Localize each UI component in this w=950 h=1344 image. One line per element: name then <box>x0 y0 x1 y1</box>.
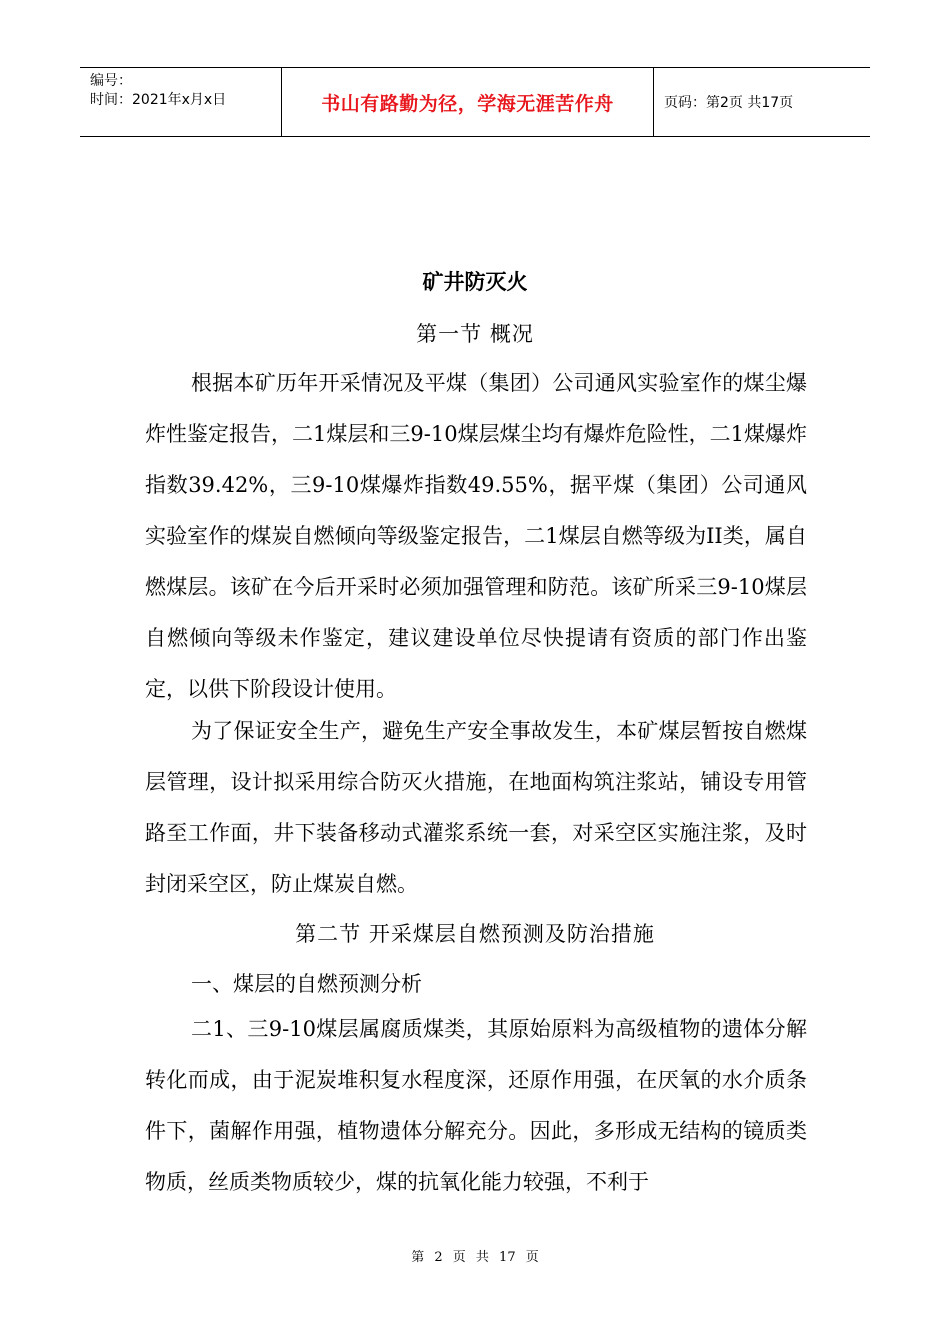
section-heading-2: 第二节 开采煤层自燃预测及防治措施 <box>295 922 655 946</box>
time-label: 时间：2021年x月x日 <box>90 92 227 108</box>
document-title: 矿井防灭火 <box>422 270 528 294</box>
paragraph-1: 根据本矿历年开采情况及平煤（集团）公司通风实验室作的煤尘爆炸性鉴定报告，二1煤层和三9-10煤层煤尘均有爆炸危险性，二1煤爆炸指数39.42%，三9-10煤爆炸指数49.55%，据平煤（集团）公司通风实验室作的煤炭自燃倾向等级鉴定报告，二1煤层自燃等级为II类，属自燃煤层。该矿在今后开采时必须加强管理和防范。该矿所采三9-10煤层自燃倾向等级未作鉴定，建议建设单位尽快提请有资质的部门作出鉴定，以供下阶段设计使用。 <box>145 371 807 701</box>
header-meta <box>80 68 282 136</box>
header-motto: 书山有路勤为径，学海无涯苦作舟 <box>282 68 654 136</box>
paragraph-2: 为了保证安全生产，避免生产安全事故发生，本矿煤层暂按自燃煤层管理，设计拟采用综合防灭火措施，在地面构筑注浆站，铺设专用管路至工作面，井下装备移动式灌浆系统一套，对采空区实施注浆，及时封闭采空区，防止煤炭自燃。 <box>145 719 807 896</box>
number-label: 编号： <box>90 73 132 89</box>
header-page-info: 页码：第2页 共17页 <box>664 95 794 111</box>
section-heading-1: 第一节 概况 <box>416 322 534 346</box>
paragraph-3: 二1、三9-10煤层属腐质煤类，其原始原料为高级植物的遗体分解转化而成，由于泥炭堆积复水程度深，还原作用强，在厌氧的水介质条件下，菌解作用强，植物遗体分解充分。因此，多形成无结构的镜质类物质，丝质类物质较少，煤的抗氧化能力较强，不利于 <box>145 1017 807 1194</box>
subsection-heading-1: 一、煤层的自燃预测分析 <box>191 972 422 996</box>
page-footer: 第 2 页 共 17 页 <box>411 1250 539 1265</box>
page-header <box>80 67 870 137</box>
